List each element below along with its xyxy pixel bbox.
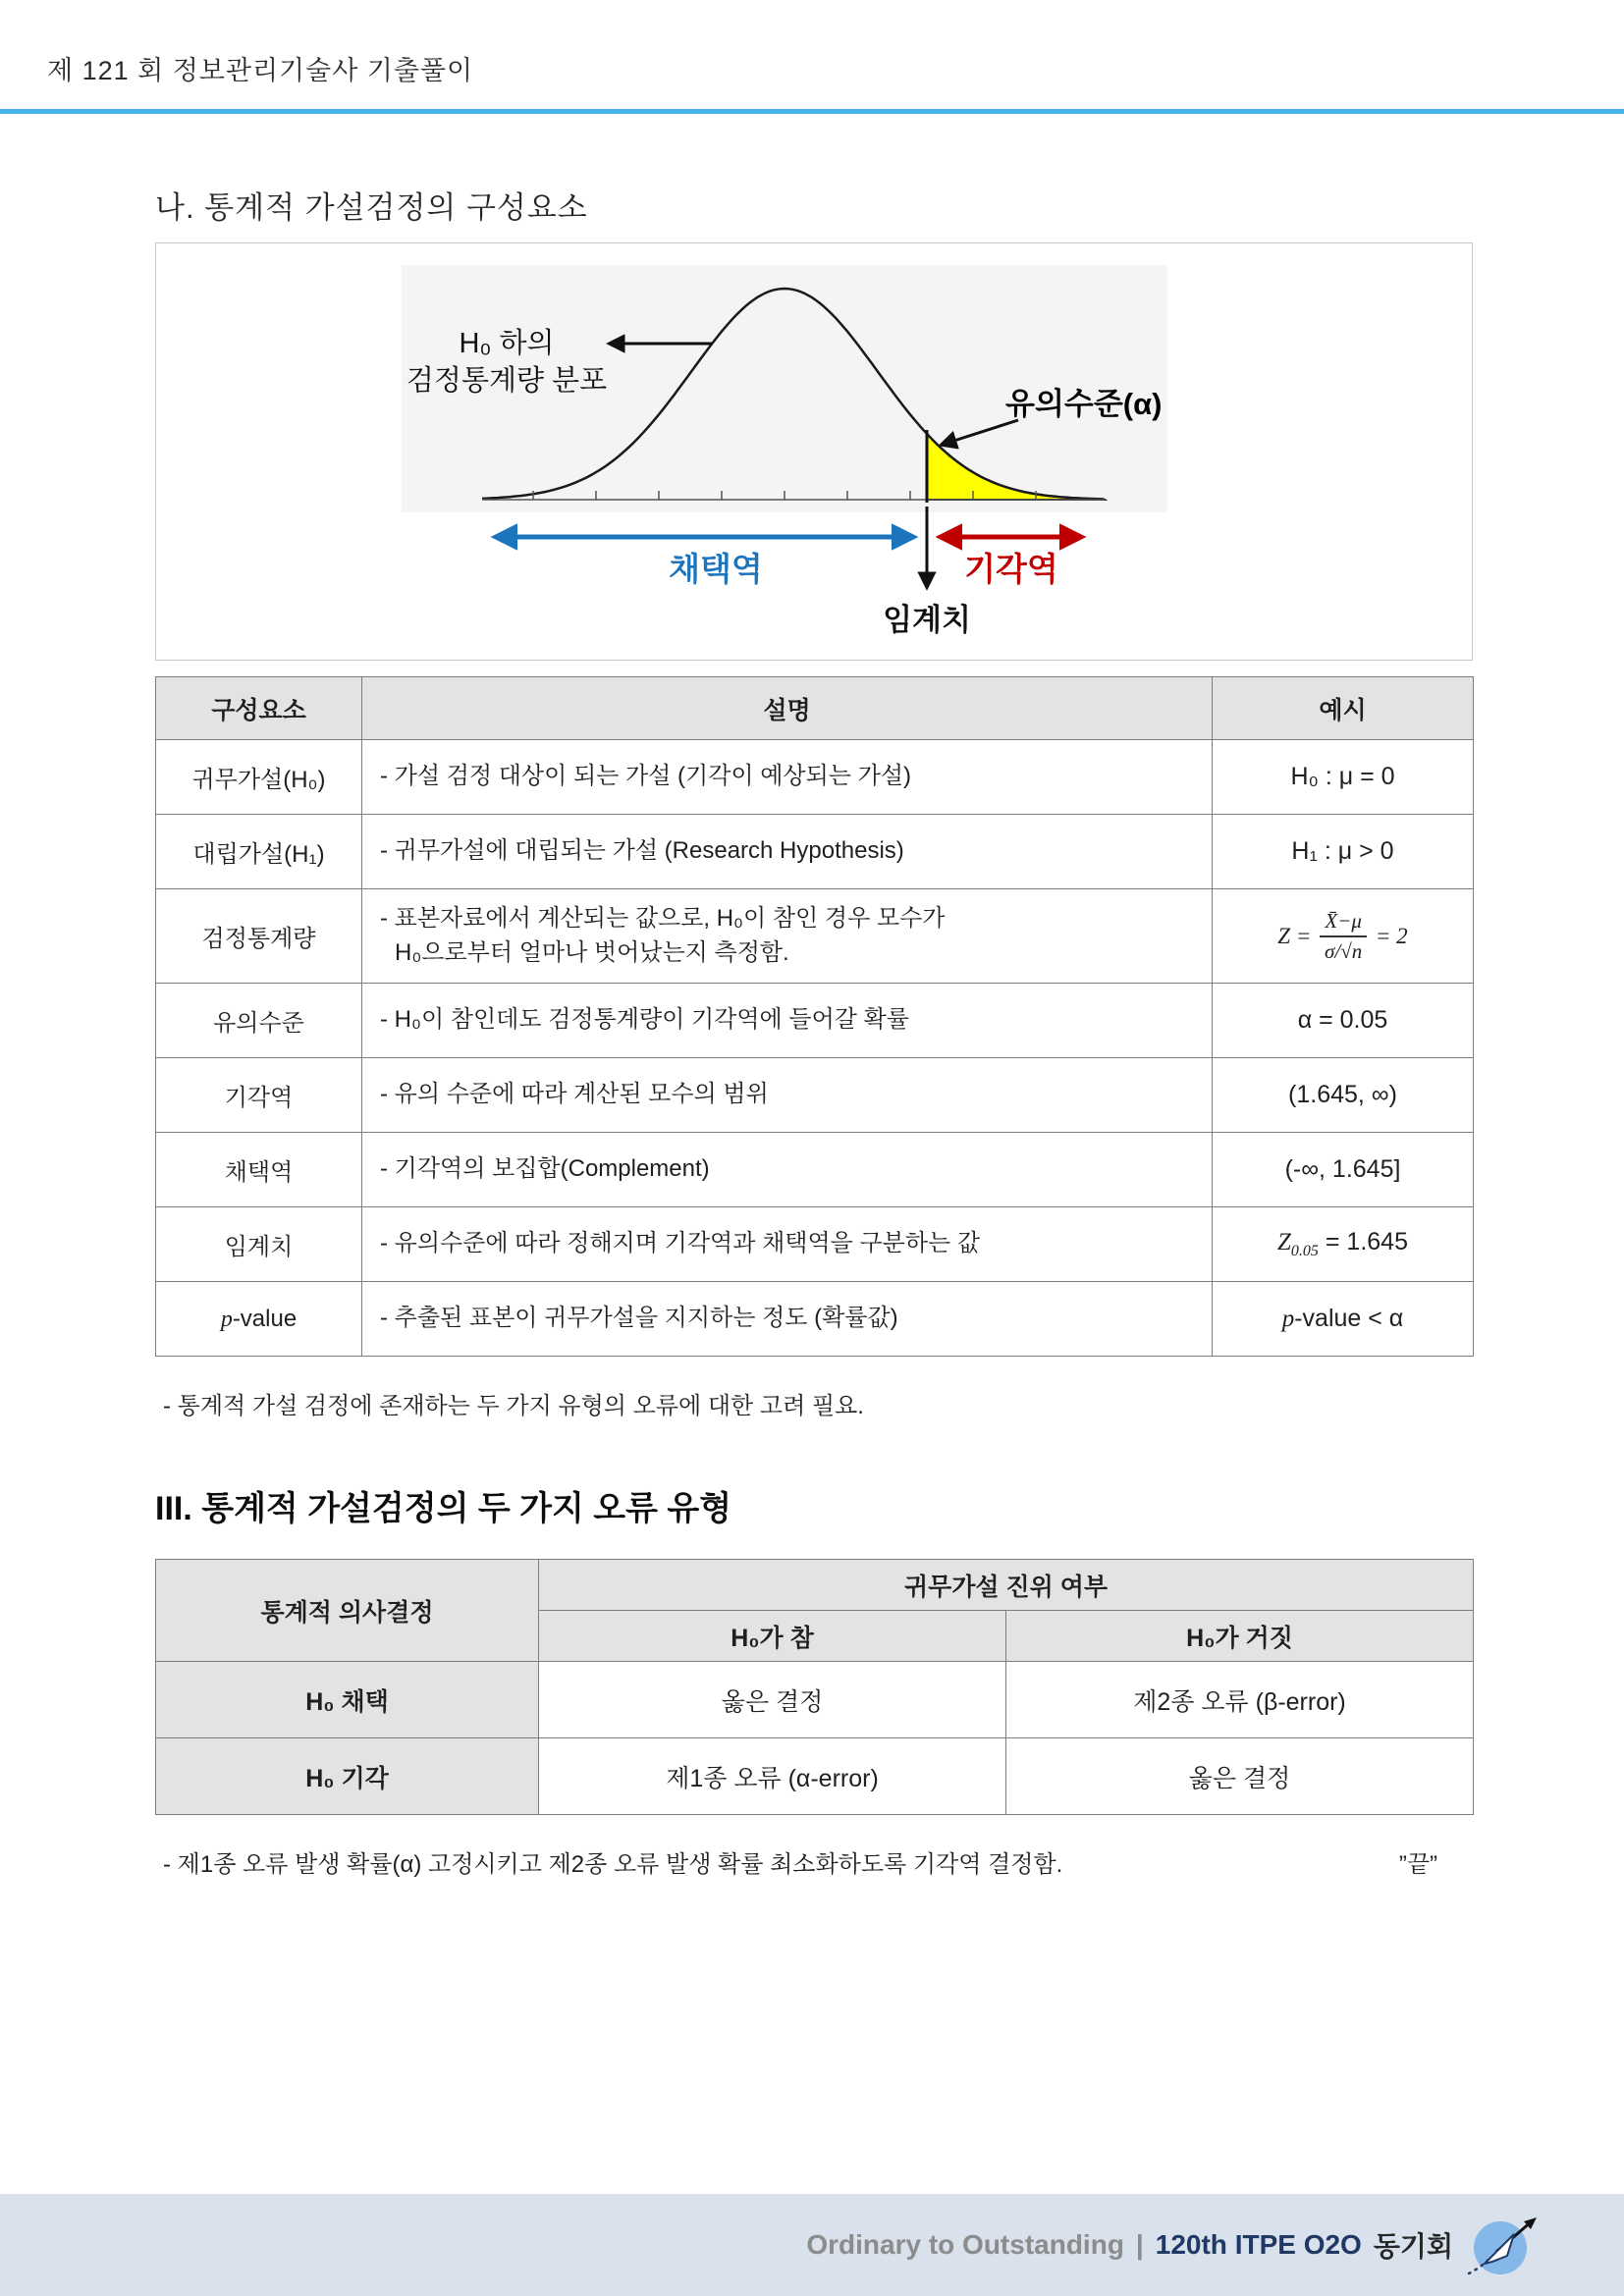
decision-cell: 옳은 결정 [539,1662,1006,1738]
alpha-label: 유의수준(α) [1005,387,1163,421]
description-cell: - H₀이 참인데도 검정통계량이 기각역에 들어갈 확률 [362,984,1213,1058]
description-cell: - 유의수준에 따라 정해지며 기각역과 채택역을 구분하는 값 [362,1207,1213,1282]
section-b-heading: 나. 통계적 가설검정의 구성요소 [155,190,588,225]
footer-community: 120th ITPE O2O [1155,2229,1362,2260]
section-3-note-row [155,1844,1473,1879]
p-rest: -value [232,1305,298,1332]
example-cell [1213,889,1474,984]
header-rule [0,109,1624,114]
row-label: H₀ 채택 [156,1662,539,1738]
row-p-value [156,1282,1474,1357]
corner-header: 통계적 의사결정 [156,1560,539,1662]
description-line: H₀으로부터 얼마나 벗어났는지 측정함. [395,938,789,966]
footer-tagline: Ordinary to Outstanding [806,2229,1124,2260]
formula-lhs: Z = [1277,923,1312,948]
row-alternative-hypothesis [156,815,1474,889]
section-3-heading: III. 통계적 가설검정의 두 가지 오류 유형 [155,1490,732,1527]
h0-distribution-label-line2: 검정통계량 분포 [406,365,608,397]
end-mark: ”끝” [1398,1851,1437,1878]
h0-distribution-label-line1: H₀ 하의 [459,328,555,359]
description-cell: - 기각역의 보집합(Complement) [362,1133,1213,1207]
example-cell: H₁ : μ > 0 [1213,815,1474,889]
acceptance-region-label: 채택역 [669,551,763,587]
z-subscript: 0.05 [1290,1243,1319,1259]
col-header-description: 설명 [362,677,1213,740]
z-statistic-formula [1277,909,1407,962]
formula-denominator: σ/√n [1325,938,1363,963]
component-cell: 기각역 [156,1058,362,1133]
example-cell: α = 0.05 [1213,984,1474,1058]
component-cell: 대립가설(H₁) [156,815,362,889]
z-value: = 1.645 [1318,1228,1408,1255]
row-accept-h0 [156,1662,1474,1738]
formula-rhs: = 2 [1375,923,1408,948]
description-line: - 표본자료에서 계산되는 값으로, H₀이 참인 경우 모수가 [380,904,946,932]
p-rest: -value < α [1294,1305,1404,1332]
row-critical-value [156,1207,1474,1282]
page-body [0,183,1624,1879]
component-cell: 검정통계량 [156,889,362,984]
row-null-hypothesis [156,740,1474,815]
row-significance-level [156,984,1474,1058]
decision-cell: 제1종 오류 (α-error) [539,1738,1006,1815]
decision-cell: 옳은 결정 [1006,1738,1474,1815]
row-label: H₀ 기각 [156,1738,539,1815]
page-footer [0,2194,1624,2296]
component-cell: 유의수준 [156,984,362,1058]
col-header-h0-true: H₀가 참 [539,1611,1006,1662]
description-cell: - 가설 검정 대상이 되는 가설 (기각이 예상되는 가설) [362,740,1213,815]
hypothesis-test-figure [155,242,1473,661]
description-cell: - 추출된 표본이 귀무가설을 지지하는 정도 (확률값) [362,1282,1213,1357]
page-header [0,0,1624,114]
component-cell: 채택역 [156,1133,362,1207]
component-cell [156,1282,362,1357]
col-header-h0-false: H₀가 거짓 [1006,1611,1474,1662]
example-cell: (-∞, 1.645] [1213,1133,1474,1207]
description-cell: - 귀무가설에 대립되는 가설 (Research Hypothesis) [362,815,1213,889]
section-3-note: - 제1종 오류 발생 확률(α) 고정시키고 제2종 오류 발생 확률 최소화하도록 기각역 결정함. [163,1851,1063,1878]
footer-separator: | [1135,2229,1144,2260]
component-cell: 귀무가설(H₀) [156,740,362,815]
row-test-statistic [156,889,1474,984]
row-acceptance-region [156,1133,1474,1207]
decision-cell: 제2종 오류 (β-error) [1006,1662,1474,1738]
col-header-component: 구성요소 [156,677,362,740]
components-table [155,676,1474,1357]
p-italic: p [1281,1306,1295,1332]
components-header-row [156,677,1474,740]
component-cell: 임계치 [156,1207,362,1282]
top-header: 귀무가설 진위 여부 [539,1560,1474,1611]
paper-plane-logo [1465,2211,1542,2279]
col-header-example: 예시 [1213,677,1474,740]
p-italic: p [220,1306,233,1332]
section-b-note: - 통계적 가설 검정에 존재하는 두 가지 유형의 오류에 대한 고려 필요. [163,1393,864,1419]
formula-fraction [1320,909,1367,962]
description-cell [362,889,1213,984]
row-reject-h0 [156,1738,1474,1815]
critical-value-label: 임계치 [883,603,971,637]
row-rejection-region [156,1058,1474,1133]
distribution-chart [166,259,1462,644]
z-symbol: Z [1277,1229,1291,1255]
header-title: 제 121 회 정보관리기술사 기출풀이 [47,56,474,85]
example-cell [1213,1282,1474,1357]
example-cell: H₀ : μ = 0 [1213,740,1474,815]
footer-suffix: 동기회 [1373,2231,1453,2262]
formula-numerator: X̄−μ [1320,909,1367,936]
example-cell: (1.645, ∞) [1213,1058,1474,1133]
error-types-table [155,1559,1474,1815]
error-table-header-row-1 [156,1560,1474,1611]
description-cell: - 유의 수준에 따라 계산된 모수의 범위 [362,1058,1213,1133]
rejection-region-label: 기각역 [964,551,1058,587]
example-cell [1213,1207,1474,1282]
